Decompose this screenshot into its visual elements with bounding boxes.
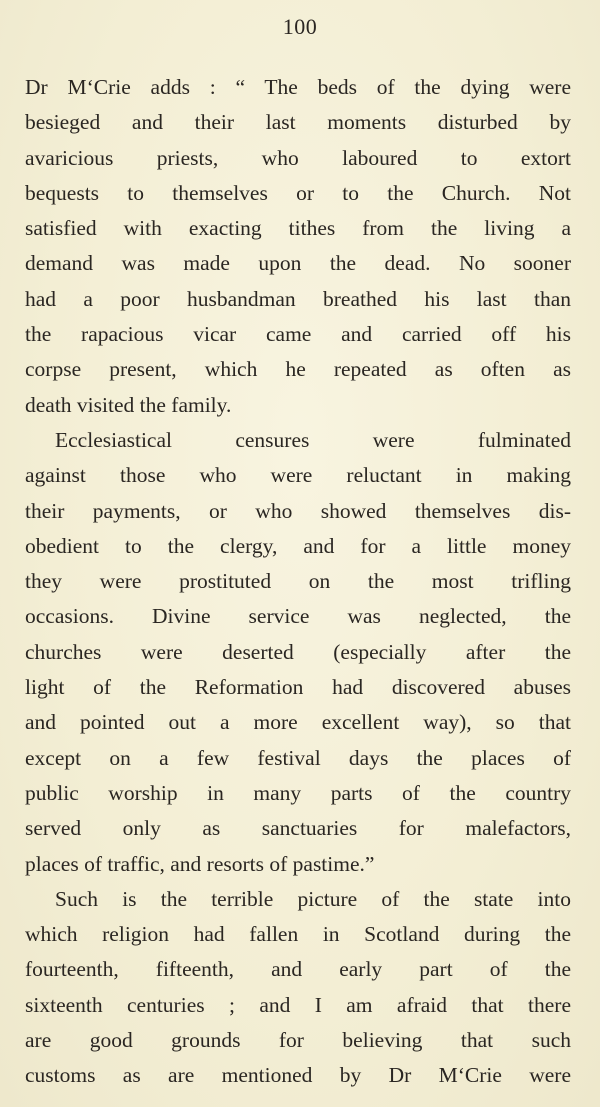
text-line: satisfied with exacting tithes from the living a — [25, 216, 571, 241]
text-line: obedient to the clergy, and for a little money — [25, 533, 571, 558]
paragraph-1 — [25, 70, 571, 423]
text-line: Dr M‘Crie adds : “ The beds of the dying were — [25, 75, 571, 99]
text-line: sixteenth centuries ; and I am afraid that there — [25, 992, 571, 1017]
text-line: had a poor husbandman breathed his last than — [25, 286, 571, 311]
text-line: which religion had fallen in Scotland during the — [25, 922, 571, 947]
text-line: demand was made upon the dead. No sooner — [25, 251, 571, 276]
text-line: served only as sanctuaries for malefactors, — [25, 816, 571, 841]
text-line: places of traffic, and resorts of pastime.” — [25, 851, 375, 876]
text-line: and pointed out a more excellent way), so that — [25, 710, 571, 735]
paragraph-3 — [25, 882, 571, 1094]
text-line: Such is the terrible picture of the state into — [55, 886, 571, 911]
text-line: corpse present, which he repeated as often as — [25, 357, 571, 382]
text-line: are good grounds for believing that such — [25, 1028, 571, 1053]
text-line: they were prostituted on the most trifling — [25, 569, 571, 594]
text-line: except on a few festival days the places of — [25, 745, 571, 770]
body-text — [25, 70, 571, 1094]
paragraph-2 — [25, 423, 571, 882]
text-line: besieged and their last moments disturbed by — [25, 110, 571, 135]
text-line: avaricious priests, who laboured to extort — [25, 145, 571, 170]
text-line: fourteenth, fifteenth, and early part of the — [25, 957, 571, 982]
text-line: churches were deserted (especially after the — [25, 639, 571, 664]
text-line: Ecclesiastical censures were fulminated — [55, 427, 571, 452]
text-line: against those who were reluctant in making — [25, 463, 571, 488]
page-number: 100 — [282, 14, 318, 39]
text-line: public worship in many parts of the country — [25, 780, 571, 805]
text-line: their payments, or who showed themselves dis- — [25, 498, 571, 523]
text-line: bequests to themselves or to the Church. Not — [25, 180, 571, 205]
text-line: the rapacious vicar came and carried off his — [25, 322, 571, 347]
text-line: occasions. Divine service was neglected, the — [25, 604, 571, 629]
text-line: customs as are mentioned by Dr M‘Crie were — [25, 1063, 571, 1088]
text-line: death visited the family. — [25, 392, 232, 417]
text-line: light of the Reformation had discovered abuses — [25, 675, 571, 700]
